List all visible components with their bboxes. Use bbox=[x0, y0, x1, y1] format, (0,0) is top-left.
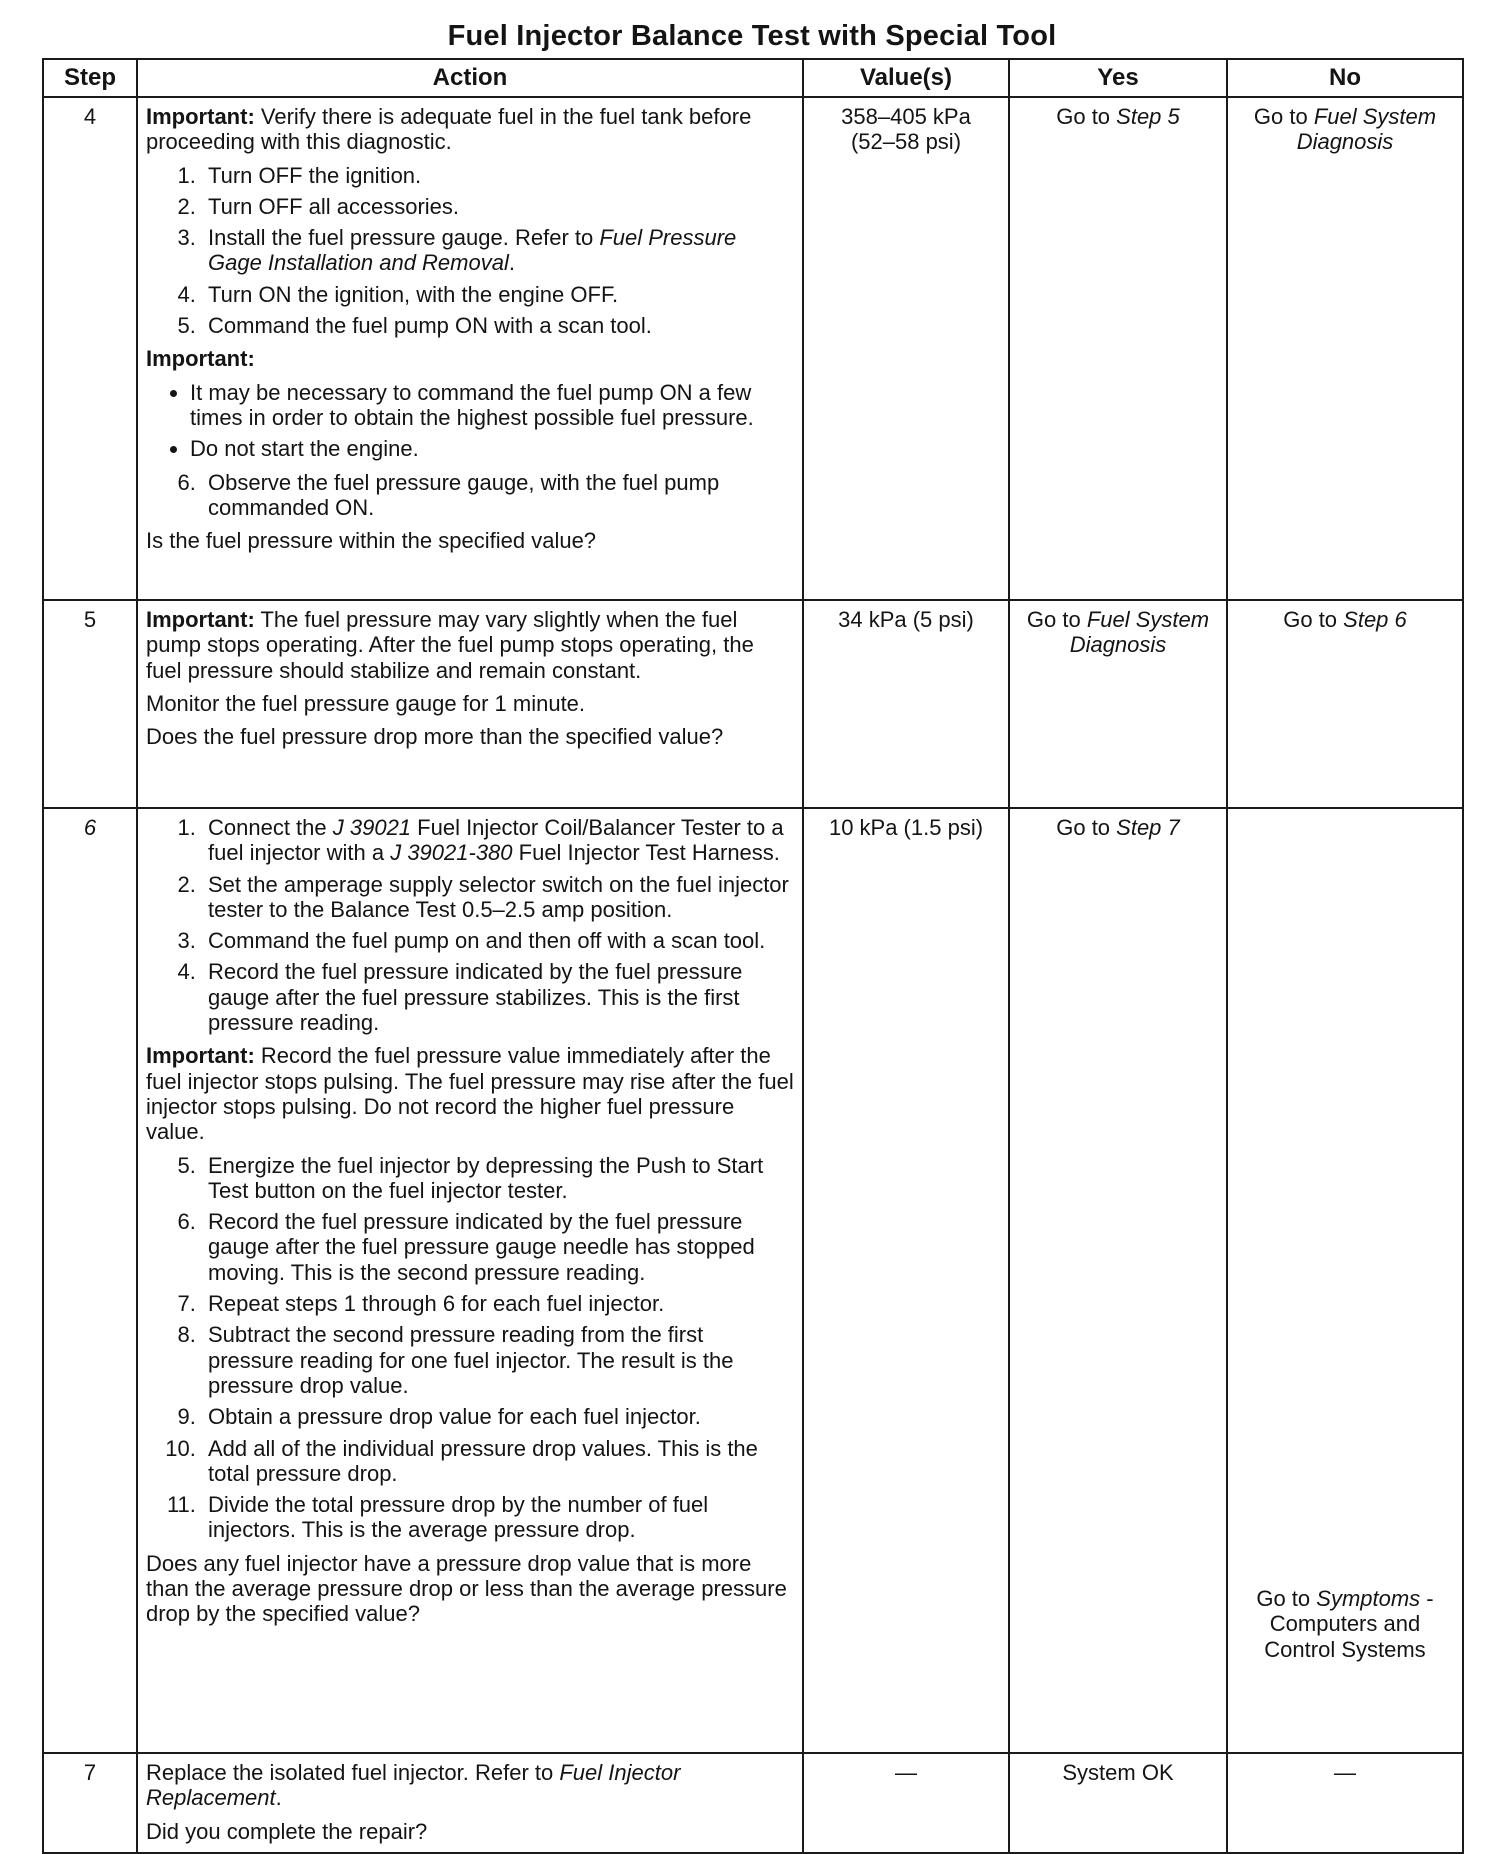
question: Did you complete the repair? bbox=[146, 1818, 428, 1844]
tool-number: J 39021 bbox=[332, 815, 412, 840]
list-item-text: Connect the bbox=[208, 815, 333, 840]
bullet-item: • Do not start the engine. bbox=[190, 436, 794, 461]
header-no: No bbox=[1227, 59, 1463, 97]
action-cell bbox=[137, 1753, 803, 1853]
procedure-list bbox=[146, 470, 794, 521]
reference-link[interactable]: Fuel Pressure Gage Installation and Removal bbox=[208, 225, 737, 276]
yes-cell bbox=[1009, 600, 1227, 808]
no-cell: — bbox=[1227, 1753, 1463, 1853]
procedure-list bbox=[146, 1153, 794, 1543]
list-item-text: Fuel Injector Coil/Balancer Tester to a fuel injector with a bbox=[208, 815, 784, 866]
no-prefix: Go to bbox=[1283, 607, 1344, 632]
value-cell: 34 kPa (5 psi) bbox=[803, 600, 1009, 808]
header-action: Action bbox=[137, 59, 803, 97]
no-prefix: Go to bbox=[1253, 104, 1314, 129]
list-item: 1. Turn OFF the ignition. bbox=[202, 163, 794, 188]
action-cell bbox=[137, 808, 803, 1753]
reference-link[interactable]: Fuel Injector Replacement bbox=[146, 1760, 681, 1811]
list-item: 10. Add all of the individual pressure drop values. This is the total pressure drop. bbox=[202, 1436, 794, 1487]
step-number-text: 6 bbox=[83, 815, 97, 840]
no-cell bbox=[1227, 97, 1463, 600]
action-cell bbox=[137, 97, 803, 600]
yes-link[interactable]: Step 7 bbox=[1116, 815, 1180, 840]
no-cell bbox=[1227, 808, 1463, 1753]
list-item: 11. Divide the total pressure drop by the number of fuel injectors. This is the average pressure drop. bbox=[202, 1492, 794, 1543]
list-item: 6. Record the fuel pressure indicated by the fuel pressure gauge after the fuel pressure gauge needle has stopped moving. This is the second pressure reading. bbox=[202, 1209, 794, 1285]
balance-test-table bbox=[42, 58, 1464, 1854]
list-item-text: Install the fuel pressure gauge. Refer to bbox=[208, 225, 600, 251]
no-link[interactable]: Symptoms bbox=[1316, 1586, 1421, 1612]
yes-link[interactable]: Fuel System Diagnosis bbox=[1069, 607, 1210, 658]
yes-cell: System OK bbox=[1009, 1753, 1227, 1853]
important-label: Important: bbox=[146, 607, 255, 632]
list-item: 5. Command the fuel pump ON with a scan tool. bbox=[202, 313, 794, 338]
procedure-list bbox=[146, 815, 794, 1035]
list-item-text: Fuel Injector Test Harness. bbox=[512, 840, 780, 866]
no-suffix: - Computers and Control Systems bbox=[1264, 1586, 1434, 1662]
important-note bbox=[146, 1043, 794, 1144]
table-row-step-5 bbox=[43, 600, 1463, 808]
list-item: 4. Turn ON the ignition, with the engine OFF. bbox=[202, 282, 794, 307]
value-cell bbox=[803, 97, 1009, 600]
yes-prefix: Go to bbox=[1026, 607, 1087, 632]
instruction-end: . bbox=[275, 1785, 282, 1811]
important-note bbox=[146, 607, 794, 683]
important-note bbox=[146, 104, 794, 155]
important-text: Verify there is adequate fuel in the fuel tank before proceeding with this diagnostic. bbox=[146, 104, 752, 155]
list-item-end: . bbox=[508, 250, 515, 276]
list-item: 8. Subtract the second pressure reading from the first pressure reading for one fuel injector. The result is the pressure drop value. bbox=[202, 1322, 794, 1398]
list-item: 3. Command the fuel pump on and then off with a scan tool. bbox=[202, 928, 794, 953]
question: Does any fuel injector have a pressure drop value that is more than the average pressure drop or less than the average pressure drop by the specified value? bbox=[146, 1550, 787, 1627]
value-cell: — bbox=[803, 1753, 1009, 1853]
value-kpa: 358–405 kPa bbox=[841, 104, 971, 129]
table-row-step-6 bbox=[43, 808, 1463, 1753]
step-number bbox=[43, 808, 137, 1753]
step-number: 7 bbox=[43, 1753, 137, 1853]
header-yes: Yes bbox=[1009, 59, 1227, 97]
value-psi: (52–58 psi) bbox=[850, 129, 962, 155]
bullet-list bbox=[146, 380, 794, 462]
no-prefix: Go to bbox=[1256, 1586, 1317, 1612]
instruction bbox=[146, 1760, 794, 1811]
important-label: Important: bbox=[146, 104, 255, 129]
table-row-step-4 bbox=[43, 97, 1463, 600]
instruction-text: Replace the isolated fuel injector. Refer to bbox=[146, 1760, 560, 1785]
important-label: Important: bbox=[146, 1043, 255, 1069]
yes-prefix: Go to bbox=[1056, 815, 1117, 840]
step-number: 5 bbox=[43, 600, 137, 808]
list-item bbox=[202, 225, 794, 276]
yes-cell bbox=[1009, 97, 1227, 600]
no-cell bbox=[1227, 600, 1463, 808]
step-number: 4 bbox=[43, 97, 137, 600]
important-text: Record the fuel pressure value immediately after the fuel injector stops pulsing. The fuel pressure may rise after the fuel injector stops pulsing. Do not record the higher fuel pressure value. bbox=[146, 1043, 794, 1145]
header-step: Step bbox=[43, 59, 137, 97]
yes-cell bbox=[1009, 808, 1227, 1753]
list-item: 2. Set the amperage supply selector switch on the fuel injector tester to the Balance Test 0.5–2.5 amp position. bbox=[202, 872, 794, 923]
value-cell: 10 kPa (1.5 psi) bbox=[803, 808, 1009, 1753]
action-cell bbox=[137, 600, 803, 808]
yes-prefix: Go to bbox=[1056, 104, 1117, 129]
tool-number: J 39021-380 bbox=[390, 840, 513, 866]
list-item: 7. Repeat steps 1 through 6 for each fuel injector. bbox=[202, 1291, 794, 1316]
procedure-list bbox=[146, 163, 794, 339]
question: Is the fuel pressure within the specified value? bbox=[146, 528, 597, 554]
table-header-row bbox=[43, 59, 1463, 97]
yes-link[interactable]: Step 5 bbox=[1116, 104, 1180, 129]
list-item: 2. Turn OFF all accessories. bbox=[202, 194, 794, 219]
list-item bbox=[202, 815, 794, 866]
no-link[interactable]: Step 6 bbox=[1343, 607, 1407, 632]
instruction: Monitor the fuel pressure gauge for 1 minute. bbox=[146, 690, 586, 716]
no-link[interactable]: Fuel System Diagnosis bbox=[1296, 104, 1437, 155]
list-item: 6. Observe the fuel pressure gauge, with the fuel pump commanded ON. bbox=[202, 470, 794, 521]
table-row-step-7 bbox=[43, 1753, 1463, 1853]
list-item: 4. Record the fuel pressure indicated by the fuel pressure gauge after the fuel pressure stabilizes. This is the first pressure reading. bbox=[202, 959, 794, 1035]
list-item: 9. Obtain a pressure drop value for each fuel injector. bbox=[202, 1404, 794, 1429]
important-label: Important: bbox=[146, 346, 255, 372]
important-text: The fuel pressure may vary slightly when the fuel pump stops operating. After the fuel pump stops operating, the fuel pressure should stabilize and remain constant. bbox=[146, 607, 754, 683]
bullet-item: • It may be necessary to command the fuel pump ON a few times in order to obtain the highest possible fuel pressure. bbox=[190, 380, 794, 431]
list-item: 5. Energize the fuel injector by depressing the Push to Start Test button on the fuel injector tester. bbox=[202, 1153, 794, 1204]
question: Does the fuel pressure drop more than the specified value? bbox=[146, 724, 724, 750]
header-values: Value(s) bbox=[803, 59, 1009, 97]
page-title: Fuel Injector Balance Test with Special Tool bbox=[447, 20, 1057, 52]
